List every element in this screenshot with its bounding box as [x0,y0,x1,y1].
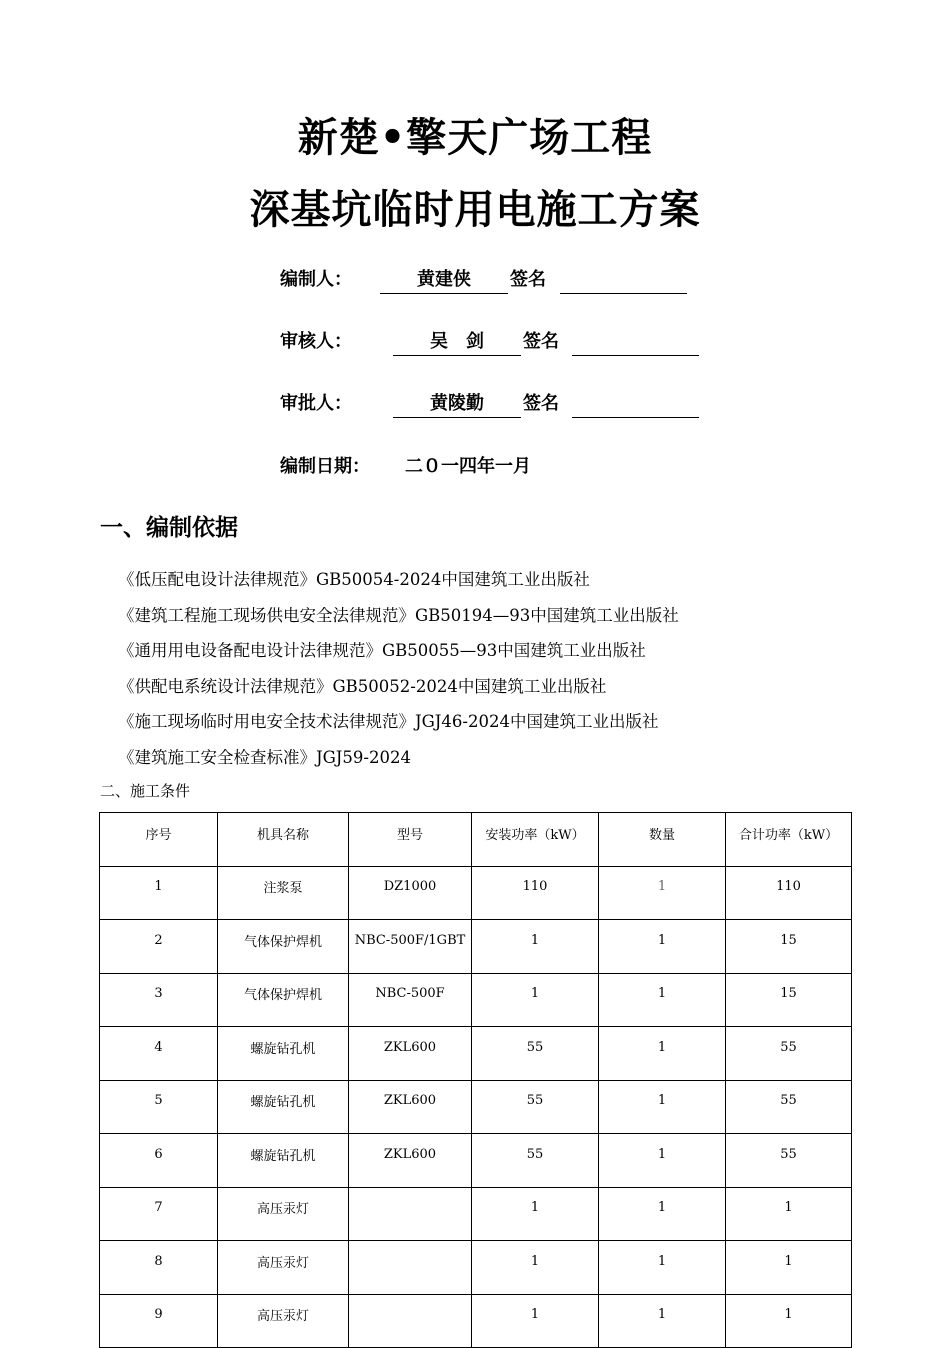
reviewer-label: 审核人： [280,331,352,352]
cell-total-power: 110 [726,866,852,920]
compiler-row [0,265,950,295]
table-row [100,973,852,1027]
cell-total-power: 1 [726,1241,852,1295]
cell-index: 2 [100,920,218,974]
document-title-line2: 深基坑临时用电施工方案 [249,186,701,233]
reviewer-signature-line [572,327,699,356]
table-row [100,1027,852,1081]
cell-installed-power: 55 [472,1134,599,1188]
cell-installed-power: 1 [472,1294,599,1348]
column-header-name: 机具名称 [218,813,349,867]
table-row [100,1241,852,1295]
reference-list [118,562,679,775]
cell-total-power: 55 [726,1027,852,1081]
section-heading-basis: 一、编制依据 [100,515,238,541]
cell-model: NBC-500F [349,973,472,1027]
date-value: 二０一四年一月 [405,456,531,477]
approver-name: 黄陵勤 [393,389,521,418]
table-row [100,1134,852,1188]
cell-model: ZKL600 [349,1080,472,1134]
compiler-sign-label: 签名 [510,269,546,290]
cell-installed-power: 1 [472,1241,599,1295]
cell-model [349,1187,472,1241]
cell-model [349,1294,472,1348]
reference-item: 《低压配电设计法律规范》GB50054-2024中国建筑工业出版社 [118,570,590,589]
cell-total-power: 15 [726,973,852,1027]
reviewer-row [0,327,950,357]
cell-name: 注浆泵 [218,866,349,920]
cell-quantity: 1 [599,1294,726,1348]
section-heading-conditions: 二、施工条件 [100,782,191,800]
cell-quantity: 1 [599,1187,726,1241]
reference-item: 《供配电系统设计法律规范》GB50052-2024中国建筑工业出版社 [118,676,607,696]
column-header-total-power: 合计功率（kW） [726,813,852,867]
table-row [100,1080,852,1134]
column-header-installed-power: 安装功率（kW） [472,813,599,867]
cell-installed-power: 110 [472,866,599,920]
cell-name: 螺旋钻孔机 [218,1027,349,1081]
cell-name: 螺旋钻孔机 [218,1134,349,1188]
cell-index: 7 [100,1187,218,1241]
cell-index: 6 [100,1134,218,1188]
cell-quantity: 1 [599,1080,726,1134]
compiler-label: 编制人： [280,269,352,290]
cell-index: 1 [100,866,218,920]
cell-index: 9 [100,1294,218,1348]
approver-sign-label: 签名 [523,393,559,414]
cell-index: 5 [100,1080,218,1134]
cell-quantity: 1 [599,1134,726,1188]
cell-quantity: 1 [599,1027,726,1081]
cell-name: 高压汞灯 [218,1294,349,1348]
reviewer-name: 吴 剑 [393,327,521,356]
cell-total-power: 1 [726,1294,852,1348]
cell-name: 螺旋钻孔机 [218,1080,349,1134]
cell-total-power: 55 [726,1134,852,1188]
cell-total-power: 15 [726,920,852,974]
approver-label: 审批人： [280,393,352,414]
cell-quantity: 1 [599,1241,726,1295]
cell-installed-power: 55 [472,1080,599,1134]
reviewer-sign-label: 签名 [523,331,559,352]
reference-item: 《建筑工程施工现场供电安全法律规范》GB50194—93中国建筑工业出版社 [118,605,679,625]
cell-name: 高压汞灯 [218,1187,349,1241]
table-row [100,866,852,920]
document-title-line1: 新楚•擎天广场工程 [297,114,653,161]
column-header-index: 序号 [100,813,218,867]
cell-index: 3 [100,973,218,1027]
table-row [100,1294,852,1348]
cell-quantity: 1 [599,920,726,974]
cell-quantity: 1 [599,973,726,1027]
reference-item: 《通用用电设备配电设计法律规范》GB50055—93中国建筑工业出版社 [118,641,646,660]
cell-installed-power: 1 [472,920,599,974]
column-header-model: 型号 [349,813,472,867]
cell-name: 气体保护焊机 [218,973,349,1027]
compiler-signature-line [560,265,687,294]
approver-row [0,389,950,419]
cell-model [349,1241,472,1295]
cell-model: ZKL600 [349,1134,472,1188]
cell-name: 高压汞灯 [218,1241,349,1295]
cell-installed-power: 55 [472,1027,599,1081]
equipment-table [99,812,852,1348]
reference-item: 《建筑施工安全检查标准》JGJ59-2024 [118,747,411,767]
cell-installed-power: 1 [472,1187,599,1241]
cell-model: DZ1000 [349,866,472,920]
column-header-quantity: 数量 [599,813,726,867]
cell-index: 8 [100,1241,218,1295]
cell-model: ZKL600 [349,1027,472,1081]
cell-index: 4 [100,1027,218,1081]
cell-model: NBC-500F/1GBT [349,920,472,974]
table-row [100,1187,852,1241]
table-row [100,920,852,974]
cell-total-power: 1 [726,1187,852,1241]
date-label: 编制日期： [280,456,370,477]
cell-quantity: 1 [599,866,726,920]
cell-name: 气体保护焊机 [218,920,349,974]
cell-total-power: 55 [726,1080,852,1134]
compiler-name: 黄建侠 [380,265,508,294]
date-row [0,452,950,482]
approver-signature-line [572,389,699,418]
table-header-row [100,813,852,867]
reference-item: 《施工现场临时用电安全技术法律规范》JGJ46-2024中国建筑工业出版社 [118,712,659,731]
cell-installed-power: 1 [472,973,599,1027]
